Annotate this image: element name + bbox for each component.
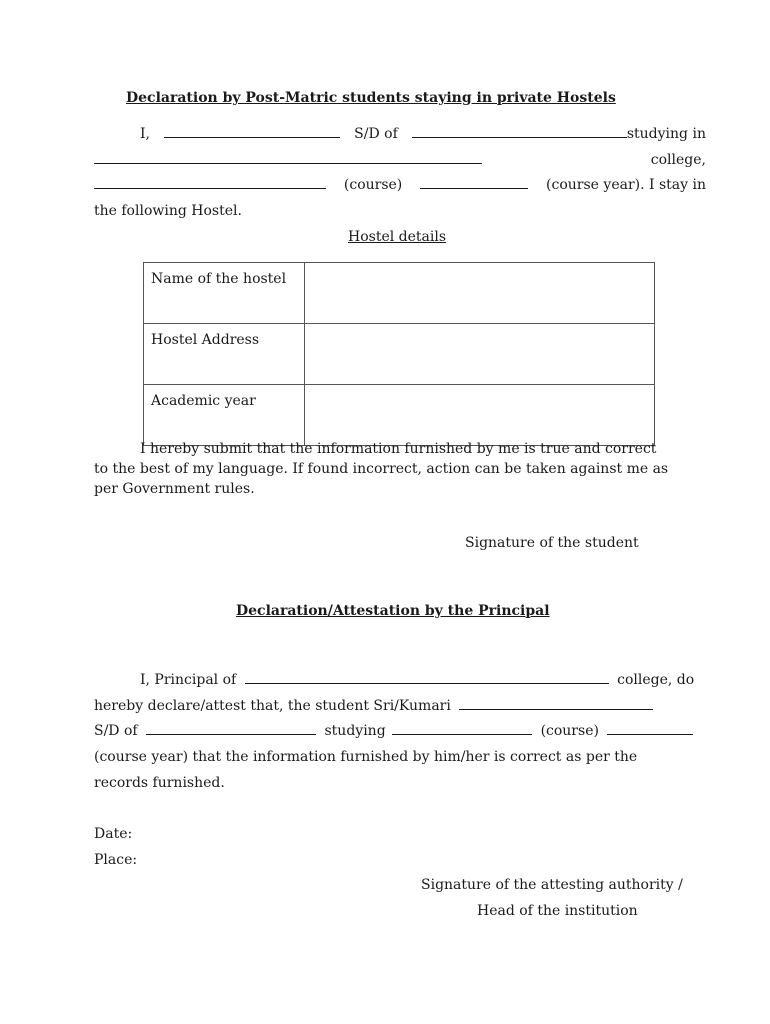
name-blank[interactable] bbox=[164, 125, 340, 138]
hostel-address-value[interactable] bbox=[305, 324, 655, 385]
declaration-line-1 bbox=[140, 125, 706, 143]
line2-college: college, bbox=[650, 152, 706, 168]
declaration-line-3 bbox=[94, 176, 706, 194]
line1-i: I, bbox=[140, 126, 150, 142]
declaration-line-4: the following Hostel. bbox=[94, 203, 242, 219]
course-year-blank[interactable] bbox=[420, 176, 528, 189]
line3-course-year: (course year). I stay in bbox=[546, 177, 706, 193]
place-label: Place: bbox=[94, 852, 138, 868]
college-blank[interactable] bbox=[94, 151, 482, 164]
hostel-name-label: Name of the hostel bbox=[144, 263, 305, 324]
studying-label: studying bbox=[324, 723, 386, 739]
declaration-line-2 bbox=[94, 151, 706, 169]
college-do-label: college, do bbox=[617, 672, 695, 688]
academic-year-value[interactable] bbox=[305, 385, 655, 446]
hostel-address-label: Hostel Address bbox=[144, 324, 305, 385]
declare-attest-text: hereby declare/attest that, the student Sri/Kumari bbox=[94, 698, 451, 714]
student-name-blank[interactable] bbox=[459, 697, 653, 710]
table-row bbox=[144, 385, 655, 446]
principal-line-2 bbox=[94, 697, 653, 715]
line1-studying-in: studying in bbox=[626, 126, 706, 142]
course-blank[interactable] bbox=[94, 176, 326, 189]
principal-line-5: records furnished. bbox=[94, 775, 225, 791]
line1-sd-of: S/D of bbox=[354, 126, 398, 142]
principal-college-blank[interactable] bbox=[245, 671, 609, 684]
hostel-details-heading: Hostel details bbox=[348, 229, 447, 245]
head-of-institution-label: Head of the institution bbox=[477, 903, 638, 919]
attesting-authority-signature-label: Signature of the attesting authority / bbox=[421, 877, 683, 893]
principal-line-4: (course year) that the information furnished by him/her is correct as per the bbox=[94, 749, 638, 765]
table-row bbox=[144, 324, 655, 385]
student-course-blank[interactable] bbox=[392, 722, 532, 735]
table-row bbox=[144, 263, 655, 324]
submission-paragraph-line-2: to the best of my language. If found incorrect, action can be taken against me as bbox=[94, 461, 669, 477]
academic-year-label: Academic year bbox=[144, 385, 305, 446]
submission-paragraph-line-3: per Government rules. bbox=[94, 481, 255, 497]
parent-name-blank[interactable] bbox=[412, 125, 627, 138]
hostel-name-value[interactable] bbox=[305, 263, 655, 324]
sd-of-label: S/D of bbox=[94, 723, 138, 739]
date-label: Date: bbox=[94, 826, 133, 842]
student-signature-label: Signature of the student bbox=[465, 535, 639, 551]
principal-declaration-title: Declaration/Attestation by the Principal bbox=[236, 603, 550, 619]
principal-line-3 bbox=[94, 722, 693, 740]
declaration-title: Declaration by Post-Matric students staying in private Hostels bbox=[126, 90, 616, 106]
student-parent-blank[interactable] bbox=[146, 722, 316, 735]
line3-course: (course) bbox=[343, 177, 403, 193]
principal-line-1 bbox=[140, 671, 694, 689]
course-label: (course) bbox=[540, 723, 599, 739]
principal-of-label: I, Principal of bbox=[140, 672, 237, 688]
student-course-year-blank[interactable] bbox=[607, 722, 693, 735]
submission-paragraph-line-1: I hereby submit that the information furnished by me is true and correct bbox=[140, 441, 657, 457]
hostel-details-table bbox=[143, 262, 655, 446]
